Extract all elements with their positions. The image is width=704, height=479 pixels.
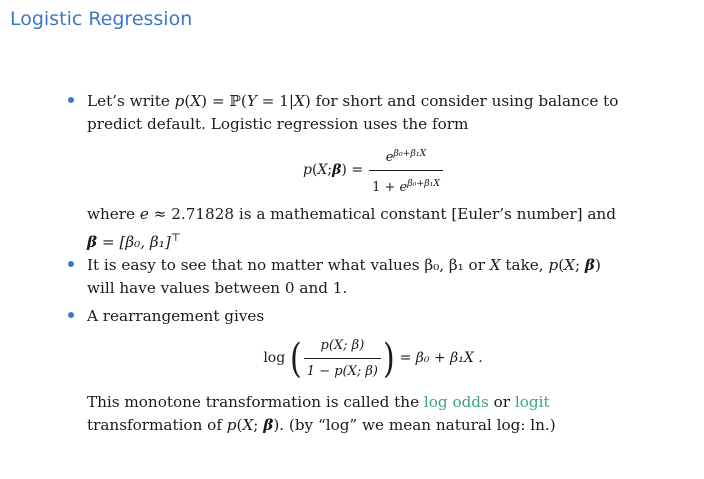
fraction-denominator [369,170,443,199]
math: X [489,256,501,275]
math: p [174,92,185,110]
math: X [317,162,328,179]
bullet-icon [68,312,74,318]
text: ≈ 2.71828 is a mathematical constant [Euler’s number] and [148,205,616,224]
math: X [564,256,575,275]
fraction [369,142,443,199]
fraction-numerator [383,142,429,170]
where-paragraph [68,203,678,254]
slide-content [68,90,678,437]
log-odds-term: log odds [423,393,489,412]
text: This monotone transformation is called the [87,393,424,412]
logit-term: logit [514,393,550,412]
text: or [488,393,515,412]
math: = [β₀, β₁] [97,233,171,252]
text: transformation of [87,416,227,435]
math: ( [311,162,318,179]
text: ( [558,256,565,275]
bullet-icon [68,97,74,103]
math: e [385,150,394,166]
math: β [263,416,274,435]
math: p [226,416,237,435]
math: β₀+β₁X [407,178,440,190]
text: It is easy to see that no matter what values β₀, β₁ or [87,256,490,275]
text: will have values between 0 and 1. [87,279,348,298]
bullet-item-2 [68,254,678,300]
math: ) [382,335,395,382]
text: ( [184,92,191,110]
math: log [263,350,286,367]
math: β₀+β₁X [393,148,427,159]
text: where [87,205,140,224]
logistic-equation [68,142,678,199]
text: ( [236,416,243,435]
text: ; [574,256,585,275]
math: β [584,256,595,275]
logit-equation [68,334,678,383]
closing-paragraph [68,391,678,437]
math: X [242,416,254,435]
math: ; [327,162,333,179]
math: p [303,162,312,179]
math: X [190,92,202,110]
text: take, [500,256,549,275]
text: ) [594,256,601,275]
bullet-item-1 [68,90,678,136]
bullet-item-3 [68,305,678,328]
math: 1 + [372,180,400,196]
math: e [139,205,149,224]
slide-title: Logistic Regression [10,8,193,30]
text: A rearrangement gives [87,307,265,326]
math: Y [246,92,257,110]
math: ⊤ [170,231,182,245]
math: ( [290,335,302,382]
math: X [294,92,305,110]
math: = β₀ + β₁X . [399,350,483,367]
fraction-numerator: p(X; β) [320,338,365,354]
fraction [304,334,381,383]
math: p [548,256,559,275]
text: ; [253,416,264,435]
text: ). (by “log” we mean natural log: ln.) [273,416,556,435]
math: e [399,180,408,196]
text: ) for short and consider using balance to predict default. Logistic regression uses the form [87,92,619,133]
text: ) = ℙ( [201,92,247,110]
fraction-denominator: 1 − p(X; β) [304,358,381,383]
bullet-icon [68,261,74,267]
math: β [87,233,98,252]
math: β [332,162,342,179]
text: Let’s write [87,92,175,110]
math: ) = [341,162,364,179]
text: = 1| [256,92,295,110]
